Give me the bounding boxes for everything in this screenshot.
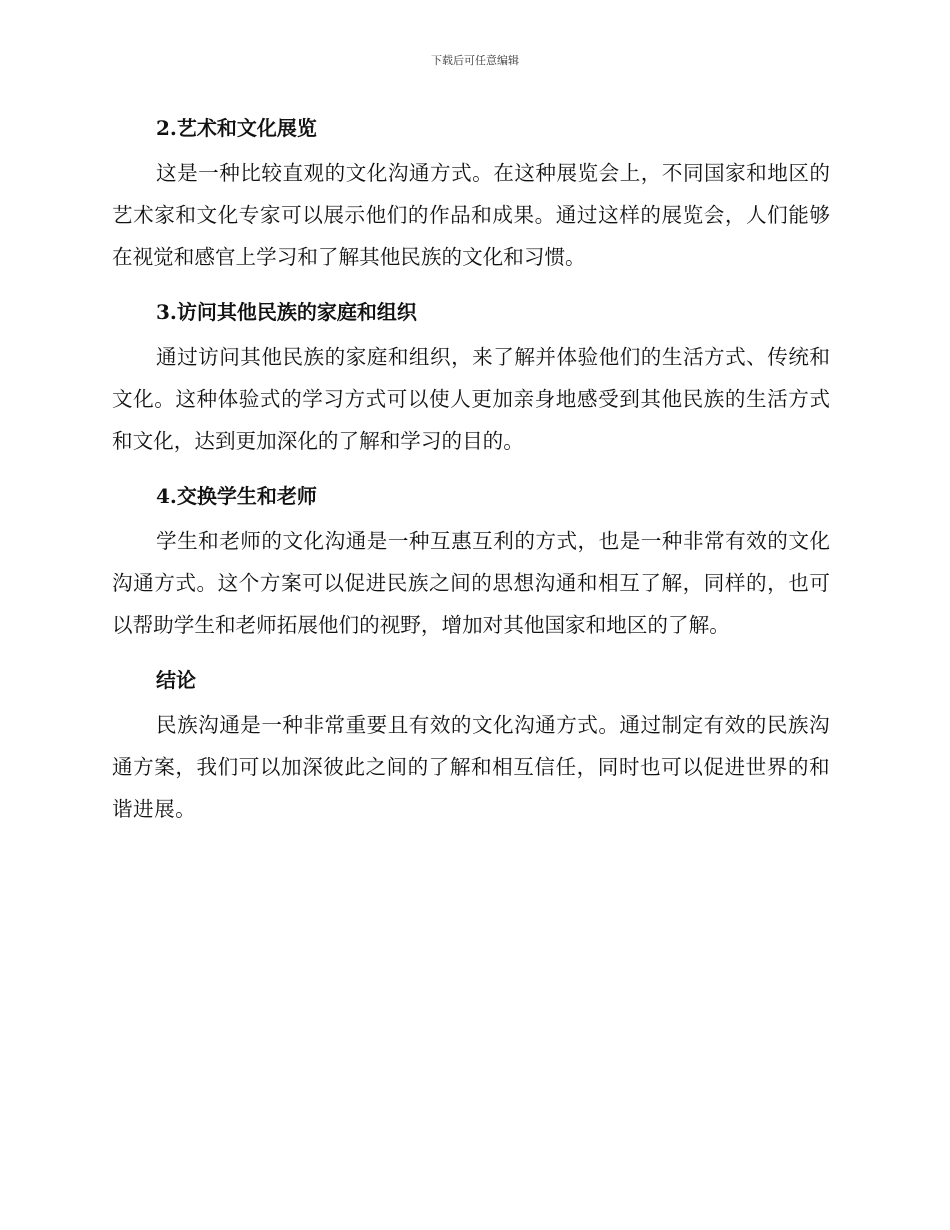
- section-paragraph-family-visits: 通过访问其他民族的家庭和组织，来了解并体验他们的生活方式、传统和文化。这种体验式的学习方式可以使人更加亲身地感受到其他民族的生活方式和文化，达到更加深化的了解和学习的目的。: [112, 345, 830, 453]
- section-heading-conclusion: 结论: [156, 668, 196, 692]
- section-heading-art-exhibition: 2.艺术和文化展览: [156, 116, 317, 140]
- section-paragraph-art-exhibition: 这是一种比较直观的文化沟通方式。在这种展览会上，不同国家和地区的艺术家和文化专家可以展示他们的作品和成果。通过这样的展览会，人们能够在视觉和感官上学习和了解其他民族的文化和习惯。: [112, 161, 830, 269]
- document-body: [112, 108, 830, 844]
- header-note: 下载后可任意编辑: [431, 54, 519, 67]
- section-paragraph-conclusion: 民族沟通是一种非常重要且有效的文化沟通方式。通过制定有效的民族沟通方案，我们可以加深彼此之间的了解和相互信任，同时也可以促进世界的和谐进展。: [112, 713, 830, 821]
- section-paragraph-exchange: 学生和老师的文化沟通是一种互惠互利的方式，也是一种非常有效的文化沟通方式。这个方案可以促进民族之间的思想沟通和相互了解，同样的，也可以帮助学生和老师拓展他们的视野，增加对其他国家和地区的了解。: [112, 529, 830, 637]
- section-heading-family-visits: 3.访问其他民族的家庭和组织: [156, 300, 417, 324]
- section-heading-exchange: 4.交换学生和老师: [156, 484, 317, 508]
